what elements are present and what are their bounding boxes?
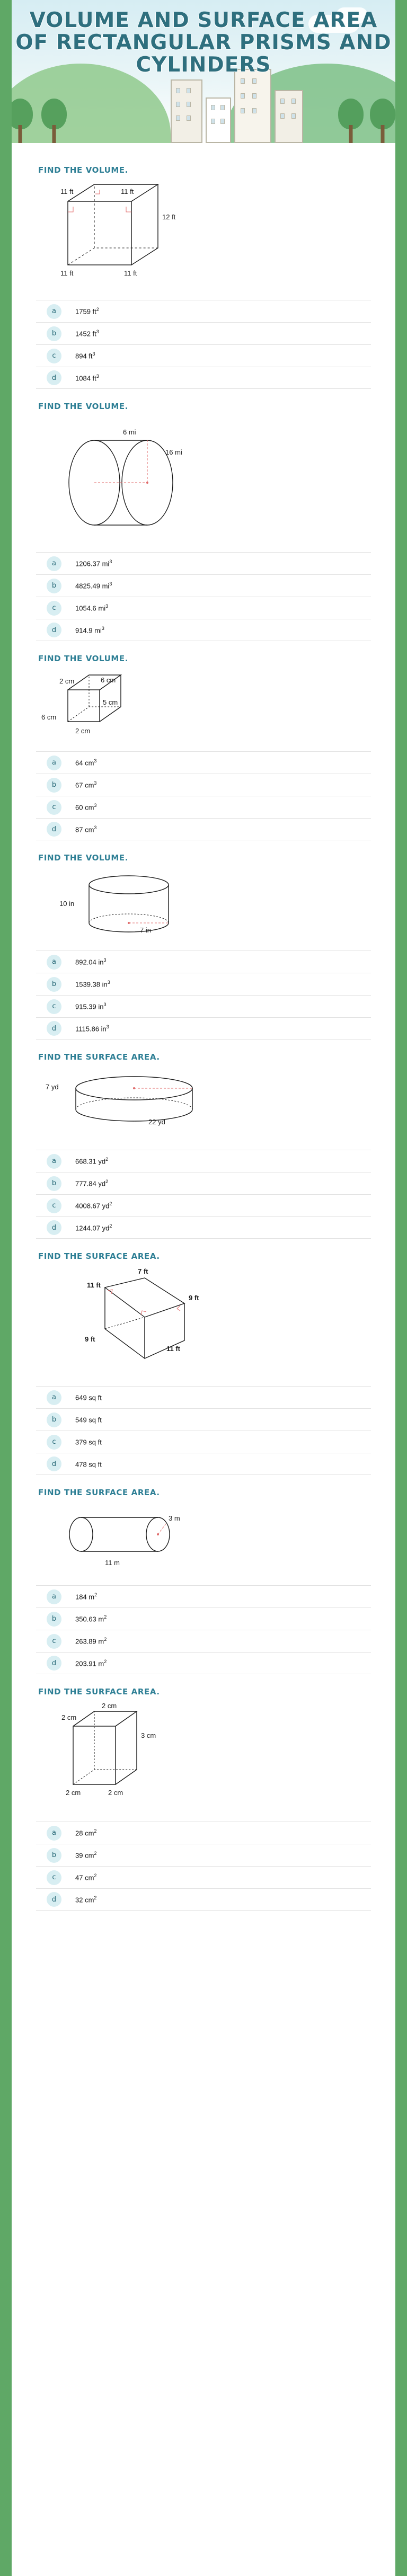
answer-choices bbox=[36, 751, 371, 840]
building-icon bbox=[275, 90, 303, 143]
dimension-label: 11 ft bbox=[121, 188, 134, 196]
dimension-label: 11 ft bbox=[60, 269, 74, 277]
building-icon bbox=[206, 97, 231, 143]
choice-text: 668.31 $yd^2$ bbox=[75, 1157, 109, 1166]
question-prompt: FIND THE VOLUME. bbox=[38, 165, 129, 175]
choice-letter: b bbox=[47, 778, 61, 793]
dimension-label: 2 cm bbox=[59, 677, 75, 685]
dimension-label: 2 cm bbox=[102, 1702, 117, 1710]
choice-letter: b bbox=[47, 579, 61, 593]
dimension-label: 12 ft bbox=[162, 213, 176, 221]
choice-text: 1206.37 $mi^3$ bbox=[75, 559, 112, 568]
choice-letter: b bbox=[47, 1612, 61, 1627]
answer-choice[interactable] bbox=[36, 1585, 371, 1607]
choice-text: 64 $cm^3$ bbox=[75, 758, 97, 767]
dimension-label: 6 mi bbox=[123, 428, 136, 436]
dimension-label: 2 cm bbox=[66, 1789, 81, 1797]
choice-text: 60 $cm^3$ bbox=[75, 803, 97, 812]
answer-choice[interactable] bbox=[36, 1844, 371, 1866]
choice-text: 67 $cm^3$ bbox=[75, 780, 97, 789]
dimension-label: 6 cm bbox=[101, 676, 116, 684]
answer-choice[interactable] bbox=[36, 300, 371, 322]
choice-text: 892.04 $in^3$ bbox=[75, 957, 107, 966]
choice-text: 478 sq ft bbox=[75, 1460, 102, 1469]
question-1 bbox=[36, 165, 371, 389]
figure-cylinder-horizontal-wide bbox=[36, 1503, 371, 1582]
dimension-label: 11 ft bbox=[166, 1345, 181, 1353]
choice-text: 4008.67 $yd^2$ bbox=[75, 1201, 112, 1210]
figure-cylinder-horizontal bbox=[36, 416, 371, 549]
dimension-label: 7 yd bbox=[46, 1083, 59, 1091]
choice-letter: a bbox=[47, 756, 61, 770]
dimension-label: 2 cm bbox=[108, 1789, 123, 1797]
dimension-label: 2 cm bbox=[75, 727, 91, 735]
choice-text: 914.9 $mi^3$ bbox=[75, 625, 104, 635]
choice-text: 184 $m^2$ bbox=[75, 1592, 98, 1601]
choice-letter: a bbox=[47, 1826, 61, 1841]
question-6 bbox=[36, 1251, 371, 1475]
question-prompt: FIND THE SURFACE AREA. bbox=[38, 1052, 160, 1062]
question-prompt: FIND THE VOLUME. bbox=[38, 853, 129, 863]
choice-text: 379 sq ft bbox=[75, 1438, 102, 1446]
answer-choice[interactable] bbox=[36, 973, 371, 995]
question-prompt: FIND THE SURFACE AREA. bbox=[38, 1488, 160, 1497]
answer-choice[interactable] bbox=[36, 1408, 371, 1431]
dimension-label: 11 ft bbox=[124, 269, 137, 277]
dimension-label: 7 in bbox=[140, 926, 151, 934]
figure-rectangular-prism bbox=[36, 180, 371, 297]
choice-text: 777.84 $yd^2$ bbox=[75, 1179, 109, 1188]
dimension-label: 5 cm bbox=[103, 698, 118, 706]
question-7 bbox=[36, 1488, 371, 1674]
choice-text: 549 sq ft bbox=[75, 1416, 102, 1424]
choice-text: 1452 $ft^3$ bbox=[75, 329, 99, 338]
choice-letter: d bbox=[47, 1021, 61, 1036]
answer-choices bbox=[36, 300, 371, 389]
choice-text: 32 $cm^2$ bbox=[75, 1895, 97, 1904]
choice-text: 203.91 $m^2$ bbox=[75, 1658, 107, 1668]
answer-choices bbox=[36, 552, 371, 641]
answer-choices bbox=[36, 1150, 371, 1239]
choice-text: 263.89 $m^2$ bbox=[75, 1637, 107, 1646]
choice-letter: b bbox=[47, 1848, 61, 1863]
choice-letter: c bbox=[47, 349, 61, 363]
answer-choice[interactable] bbox=[36, 1150, 371, 1172]
choice-letter: a bbox=[47, 304, 61, 319]
answer-choices bbox=[36, 1822, 371, 1911]
choice-letter: c bbox=[47, 800, 61, 815]
choice-letter: c bbox=[47, 1634, 61, 1649]
answer-choice[interactable] bbox=[36, 322, 371, 344]
question-prompt: FIND THE VOLUME. bbox=[38, 402, 129, 411]
figure-rectangular-prism-tall bbox=[36, 1702, 371, 1818]
choice-text: 28 $cm^2$ bbox=[75, 1828, 97, 1837]
question-8 bbox=[36, 1687, 371, 1911]
choice-letter: a bbox=[47, 1154, 61, 1169]
choice-letter: a bbox=[47, 955, 61, 970]
dimension-label: 11 m bbox=[105, 1559, 120, 1567]
answer-choices bbox=[36, 951, 371, 1040]
choice-letter: b bbox=[47, 1176, 61, 1191]
question-5 bbox=[36, 1052, 371, 1239]
questions-container bbox=[12, 143, 395, 1950]
answer-choice[interactable] bbox=[36, 951, 371, 973]
choice-letter: c bbox=[47, 1198, 61, 1213]
choice-letter: c bbox=[47, 601, 61, 616]
choice-text: 1084 $ft^3$ bbox=[75, 373, 99, 383]
dimension-label: 9 ft bbox=[85, 1335, 95, 1343]
question-2 bbox=[36, 402, 371, 641]
dimension-label: 3 cm bbox=[141, 1731, 156, 1739]
dimension-label: 6 cm bbox=[41, 713, 57, 721]
answer-choice[interactable] bbox=[36, 818, 371, 840]
answer-choice[interactable] bbox=[36, 1386, 371, 1408]
choice-letter: a bbox=[47, 1390, 61, 1405]
choice-text: 1244.07 $yd^2$ bbox=[75, 1223, 112, 1232]
answer-choice[interactable] bbox=[36, 574, 371, 597]
dimension-label: 9 ft bbox=[189, 1294, 199, 1302]
answer-choice[interactable] bbox=[36, 1216, 371, 1239]
dimension-label: 22 yd bbox=[148, 1118, 165, 1126]
choice-text: 894 $ft^3$ bbox=[75, 351, 95, 360]
figure-cylinder-flat bbox=[36, 1067, 371, 1147]
choice-letter: a bbox=[47, 556, 61, 571]
choice-text: 649 sq ft bbox=[75, 1393, 102, 1402]
answer-choice[interactable] bbox=[36, 597, 371, 619]
dimension-label: 3 m bbox=[169, 1514, 180, 1522]
dimension-label: 11 ft bbox=[87, 1281, 101, 1289]
choice-text: 47 $cm^2$ bbox=[75, 1873, 97, 1882]
answer-choice[interactable] bbox=[36, 751, 371, 774]
answer-choice[interactable] bbox=[36, 796, 371, 818]
choice-text: 350.63 $m^2$ bbox=[75, 1614, 107, 1623]
answer-choice[interactable] bbox=[36, 619, 371, 641]
question-4 bbox=[36, 853, 371, 1040]
question-prompt: FIND THE SURFACE AREA. bbox=[38, 1251, 160, 1261]
answer-choice[interactable] bbox=[36, 344, 371, 367]
choice-letter: c bbox=[47, 1870, 61, 1885]
choice-letter: d bbox=[47, 370, 61, 385]
header-banner bbox=[12, 0, 395, 143]
choice-letter: a bbox=[47, 1589, 61, 1604]
choice-letter: c bbox=[47, 1435, 61, 1450]
choice-text: 1115.86 $in^3$ bbox=[75, 1024, 109, 1033]
dimension-label: 16 mi bbox=[165, 448, 182, 456]
choice-letter: b bbox=[47, 326, 61, 341]
answer-choice[interactable] bbox=[36, 995, 371, 1017]
choice-text: 915.39 $in^3$ bbox=[75, 1002, 107, 1011]
choice-letter: d bbox=[47, 1456, 61, 1471]
choice-letter: d bbox=[47, 1220, 61, 1235]
answer-choice[interactable] bbox=[36, 1652, 371, 1674]
choice-text: 87 $cm^3$ bbox=[75, 824, 97, 834]
answer-choice[interactable] bbox=[36, 774, 371, 796]
page-title: VOLUME AND SURFACE AREA OF RECTANGULAR PRISMS AND CYLINDERS bbox=[15, 8, 392, 77]
building-icon bbox=[171, 79, 202, 143]
choice-text: 1759 $ft^2$ bbox=[75, 307, 99, 316]
answer-choice[interactable] bbox=[36, 1866, 371, 1888]
building-icon bbox=[234, 69, 271, 143]
choice-letter: d bbox=[47, 822, 61, 837]
dimension-label: 11 ft bbox=[60, 188, 74, 196]
answer-choices bbox=[36, 1585, 371, 1674]
answer-choice[interactable] bbox=[36, 1822, 371, 1844]
choice-text: 1539.38 $in^3$ bbox=[75, 980, 110, 989]
choice-letter: c bbox=[47, 999, 61, 1014]
choice-letter: b bbox=[47, 977, 61, 992]
choice-letter: d bbox=[47, 1656, 61, 1671]
answer-choice[interactable] bbox=[36, 1431, 371, 1453]
question-prompt: FIND THE SURFACE AREA. bbox=[38, 1687, 160, 1696]
answer-choice[interactable] bbox=[36, 1630, 371, 1652]
answer-choice[interactable] bbox=[36, 1888, 371, 1911]
choice-letter: b bbox=[47, 1413, 61, 1427]
dimension-label: 2 cm bbox=[61, 1713, 77, 1721]
answer-choice[interactable] bbox=[36, 367, 371, 389]
answer-choice[interactable] bbox=[36, 1453, 371, 1475]
question-3 bbox=[36, 654, 371, 840]
answer-choice[interactable] bbox=[36, 1172, 371, 1194]
answer-choice[interactable] bbox=[36, 552, 371, 574]
choice-letter: d bbox=[47, 623, 61, 637]
answer-choice[interactable] bbox=[36, 1017, 371, 1040]
dimension-label: 7 ft bbox=[138, 1267, 148, 1275]
answer-choice[interactable] bbox=[36, 1607, 371, 1630]
answer-choices bbox=[36, 1386, 371, 1475]
question-prompt: FIND THE VOLUME. bbox=[38, 654, 129, 663]
figure-rectangular-prism-small bbox=[36, 669, 371, 748]
choice-text: 4825.49 $mi^3$ bbox=[75, 581, 112, 590]
figure-cylinder-vertical bbox=[36, 868, 371, 947]
dimension-label: 10 in bbox=[59, 900, 75, 908]
figure-rectangular-prism-tilted bbox=[36, 1266, 371, 1383]
choice-text: 39 $cm^2$ bbox=[75, 1851, 97, 1860]
answer-choice[interactable] bbox=[36, 1194, 371, 1216]
choice-text: 1054.6 $mi^3$ bbox=[75, 603, 109, 612]
choice-letter: d bbox=[47, 1892, 61, 1907]
